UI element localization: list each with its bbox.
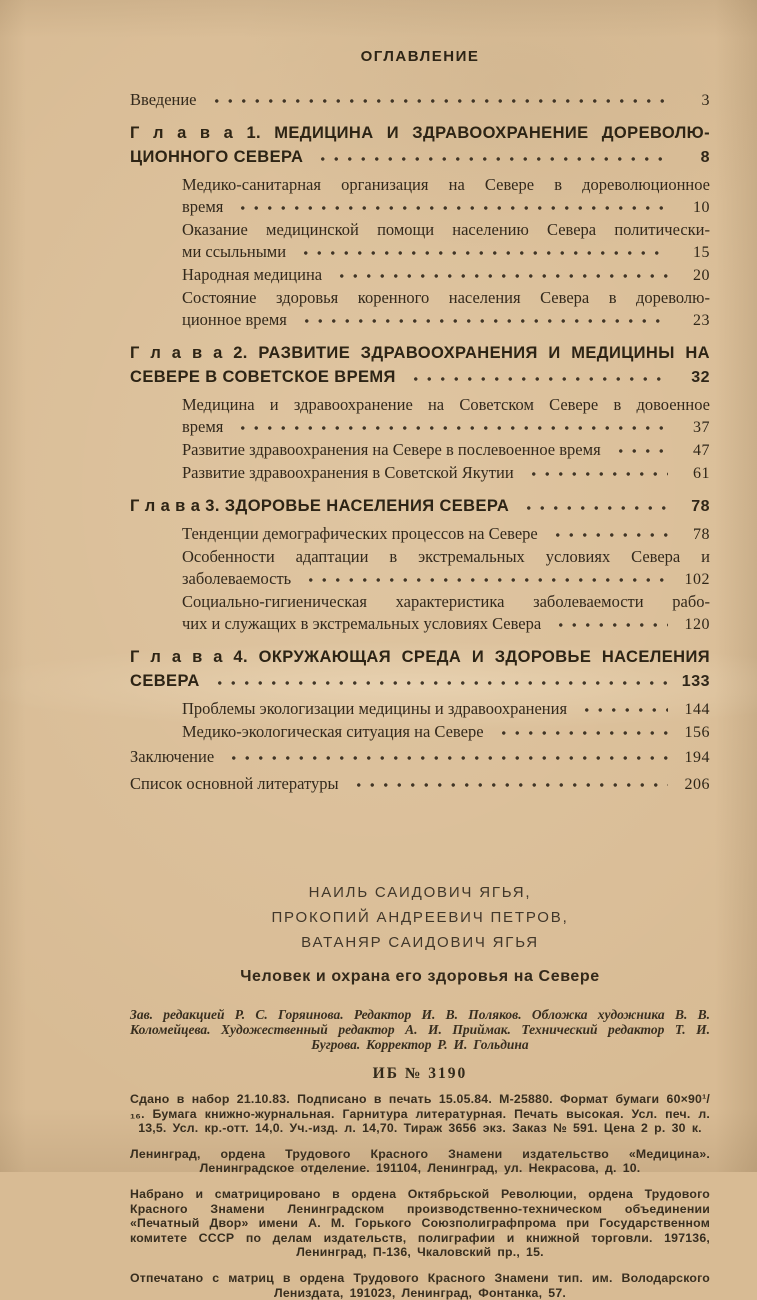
book-title: Человек и охрана его здоровья на Севере — [240, 968, 600, 985]
author-line: ПРОКОПИЙ АНДРЕЕВИЧ ПЕТРОВ, — [271, 909, 569, 926]
toc-entry-chapter — [130, 121, 710, 170]
toc-page-number: 3 — [701, 92, 710, 109]
editors-credit: Зав. редакцией Р. С. Горяинова. Редактор И. В. Поляков. Обложка художника В. В. Коломейцева. Художественный редактор А. И. Приймак. Технический редактор Т. И. Бугрова. Корректор Р. И. Гольдина — [130, 1007, 710, 1052]
author-line: НАИЛЬ САИДОВИЧ ЯГЬЯ, — [308, 884, 532, 901]
toc-page-number: 133 — [681, 673, 710, 690]
dot-leader — [347, 773, 668, 796]
toc-entry-text: Г л а в а 3. ЗДОРОВЬЕ НАСЕЛЕНИЯ СЕВЕРА — [130, 497, 510, 515]
dot-leader — [522, 462, 668, 485]
imprint-paragraph: Набрано и сматрицировано в ордена Октябрьской Революции, ордена Трудового Красного Знамени Ленинградском производственно-техническом объединении «Печатный Двор» имени А. М. Горького Союзполиграфпрома при Государственном комитете СССР по делам издательств, полиграфии и книжной торговли. 197136, Ленинград, П-136, Чкаловский пр., 15. — [130, 1186, 710, 1260]
toc-entry-text: Г л а в а 2. РАЗВИТИЕ ЗДРАВООХРАНЕНИЯ И МЕДИЦИНЫ НА — [130, 344, 710, 362]
toc-entry-text: Заключение — [130, 747, 215, 766]
toc-page-number: 8 — [700, 149, 710, 166]
toc-entry-text: Народная медицина — [182, 265, 323, 284]
dot-leader — [311, 145, 668, 170]
toc-page-number: 156 — [684, 724, 710, 741]
toc-entry — [130, 523, 710, 546]
imprint-paragraph: Ленинград, ордена Трудового Красного Знамени издательство «Медицина». Ленинградское отделение. 191104, Ленинград, ул. Некрасова, д. 10. — [130, 1146, 710, 1176]
toc-page-number: 61 — [693, 465, 710, 482]
toc-page-number: 78 — [691, 498, 710, 515]
dot-leader — [517, 494, 668, 519]
toc-entry-text: Оказание медицинской помощи населению Севера политически- — [182, 220, 710, 239]
toc-page-number: 32 — [691, 369, 710, 386]
toc-entry-text: Г л а в а 1. МЕДИЦИНА И ЗДРАВООХРАНЕНИЕ ДОРЕВОЛЮ- — [130, 124, 710, 142]
toc-page-number: 10 — [693, 199, 710, 216]
toc-entry-text: СЕВЕРЕ В СОВЕТСКОЕ ВРЕМЯ — [130, 368, 396, 386]
toc-entry — [130, 773, 710, 796]
dot-leader — [205, 89, 668, 112]
dot-leader — [330, 264, 668, 287]
toc-entry-text: Тенденции демографических процессов на Севере — [182, 524, 538, 543]
page-content — [130, 0, 710, 1300]
toc-entry-text: СЕВЕРА — [130, 672, 200, 690]
toc-entry — [130, 698, 710, 721]
toc-entry-text: заболеваемость — [182, 569, 292, 588]
dot-leader — [222, 746, 668, 769]
toc-entry-text: Список основной литературы — [130, 774, 339, 793]
toc-entry-text: ЦИОННОГО СЕВЕРА — [130, 148, 304, 166]
colophon — [130, 880, 710, 1300]
toc-entry-text: Проблемы экологизации медицины и здравоохранения — [182, 699, 568, 718]
dot-leader — [404, 365, 668, 390]
toc-entry — [130, 721, 710, 744]
toc-entry — [130, 394, 710, 439]
dot-leader — [609, 439, 668, 462]
toc-entry-text: Медико-санитарная организация на Севере в дореволюционное — [182, 175, 710, 194]
toc-entry — [130, 287, 710, 332]
toc-page-number: 120 — [684, 616, 710, 633]
toc-page-number: 15 — [693, 244, 710, 261]
toc-entry-text: чих и служащих в экстремальных условиях Севера — [182, 614, 542, 633]
toc-entry — [130, 591, 710, 636]
toc-entry-chapter — [130, 494, 710, 519]
toc-entry-text: Развитие здравоохранения на Севере в послевоенное время — [182, 440, 601, 459]
dot-leader — [295, 309, 668, 332]
dot-leader — [231, 416, 668, 439]
toc-entry-text: Состояние здоровья коренного населения Севера в дореволю- — [182, 288, 710, 307]
toc-entry — [130, 546, 710, 591]
imprint-paragraph: Сдано в набор 21.10.83. Подписано в печать 15.05.84. М-25880. Формат бумаги 60×90¹/₁₆. Бумага книжно-журнальная. Гарнитура литературная. Печать высокая. Усл. печ. л. 13,5. Усл. кр.-отт. 14,0. Уч.-изд. л. 14,70. Тираж 3656 экз. Заказ № 591. Цена 2 р. 30 к. — [130, 1092, 710, 1136]
toc-entry-text: Введение — [130, 90, 197, 109]
author-line: ВАТАНЯР САИДОВИЧ ЯГЬЯ — [301, 934, 539, 951]
toc-entry-text: Развитие здравоохранения в Советской Якутии — [182, 463, 514, 482]
toc-page-number: 37 — [693, 419, 710, 436]
toc-entry — [130, 462, 710, 485]
toc-page-number: 23 — [693, 312, 710, 329]
toc-entry-text: Медико-экологическая ситуация на Севере — [182, 722, 484, 741]
toc-entry — [130, 746, 710, 769]
toc-page-number: 78 — [693, 526, 710, 543]
toc-page-number: 47 — [693, 442, 710, 459]
toc-page-number: 194 — [684, 749, 710, 766]
toc-page-number: 102 — [684, 571, 710, 588]
dot-leader — [231, 196, 668, 219]
toc-page-number: 206 — [684, 776, 710, 793]
toc-page-number: 144 — [684, 701, 710, 718]
authors-block — [130, 880, 710, 955]
toc-entry-text: ми ссыльными — [182, 242, 287, 261]
dot-leader — [546, 523, 668, 546]
toc-entry-text: Г л а в а 4. ОКРУЖАЮЩАЯ СРЕДА И ЗДОРОВЬЕ НАСЕЛЕНИЯ — [130, 648, 710, 666]
toc-entry — [130, 219, 710, 264]
ib-number: ИБ № 3190 — [372, 1065, 468, 1082]
table-of-contents — [130, 89, 710, 796]
dot-leader — [299, 568, 668, 591]
toc-entry — [130, 174, 710, 219]
toc-header: ОГЛАВЛЕНИЕ — [360, 48, 480, 65]
toc-page-number: 20 — [693, 267, 710, 284]
toc-entry-text: время — [182, 197, 224, 216]
toc-entry-chapter — [130, 645, 710, 694]
toc-entry — [130, 89, 710, 112]
toc-entry-text: время — [182, 417, 224, 436]
dot-leader — [549, 613, 668, 636]
toc-entry-text: Социально-гигиеническая характеристика заболеваемости рабо- — [182, 592, 710, 611]
toc-entry — [130, 439, 710, 462]
imprint-paragraph: Отпечатано с матриц в ордена Трудового Красного Знамени тип. им. Володарского Лениздата, 191023, Ленинград, Фонтанка, 57. — [130, 1270, 710, 1300]
dot-leader — [208, 669, 668, 694]
dot-leader — [294, 241, 668, 264]
toc-entry-text: Медицина и здравоохранение на Советском Севере в довоенное — [182, 395, 710, 414]
dot-leader — [575, 698, 668, 721]
dot-leader — [492, 721, 668, 744]
toc-entry-chapter — [130, 341, 710, 390]
toc-entry-text: Особенности адаптации в экстремальных условиях Севера и — [182, 547, 710, 566]
toc-entry — [130, 264, 710, 287]
toc-entry-text: ционное время — [182, 310, 287, 329]
